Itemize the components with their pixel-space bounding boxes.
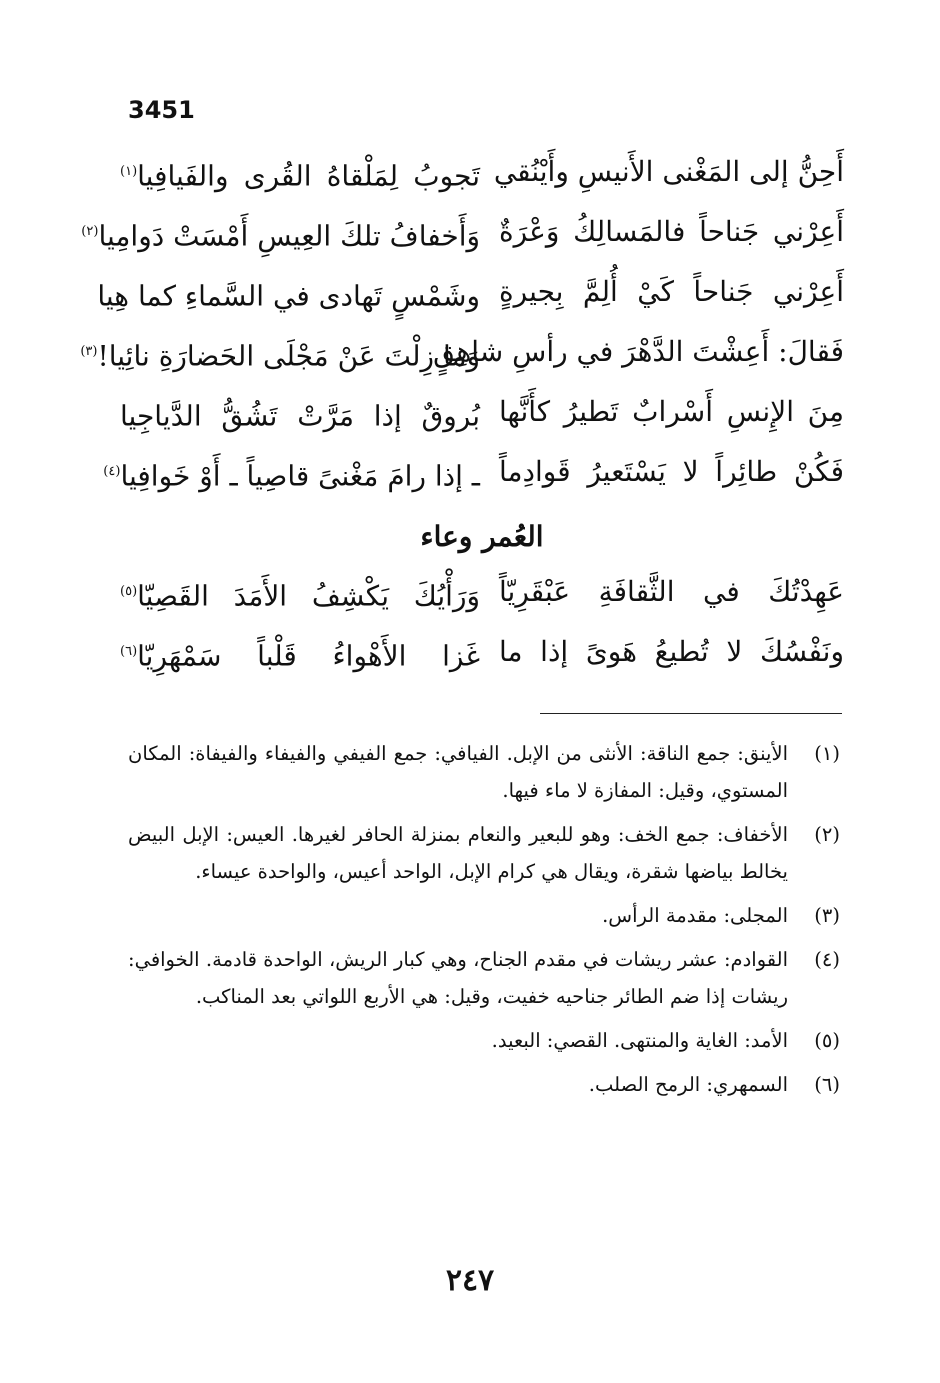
verse-first-hemistich: عَهِدْتُكَ في الثَّقافَةِ عَبْقَرِيّاً: [499, 575, 844, 608]
verse-second-text: وَما زِلْتَ عَنْ مَجْلَى الحَضارَةِ نائِيا!: [97, 339, 480, 373]
verse-first-hemistich: فَقالَ: أَعِشْتَ الدَّهْرَ في رأسِ شاهِقٍ: [433, 335, 844, 368]
verse-second-hemistich: [120, 392, 480, 436]
footnote-text: الأينق: جمع الناقة: الأنثى من الإبل. الفيافي: جمع الفيفي والفيفاء والفيفاة: المكان المستوي، وقيل: المفازة لا ماء فيها.: [128, 742, 788, 802]
verse-row: [97, 272, 844, 332]
footnote-text: القوادم: عشر ريشات في مقدم الجناح، وهي كبار الريش، الواحدة قادمة. الخوافي: ريشات إذا ضم الطائر جناحيه خفيت، وقيل: هي الأربع اللواتي بعد المناكب.: [128, 948, 788, 1008]
verse-first-hemistich: أَعِرْني جَناحاً كَيْ أُلِمَّ بِجيرةٍ: [499, 275, 844, 308]
footnote: [128, 1066, 840, 1103]
footnote-text: الأمد: الغاية والمنتهى. القصي: البعيد.: [491, 1029, 788, 1052]
verse-row: [103, 452, 844, 512]
verse-second-hemistich: [80, 332, 480, 376]
footnote-marker: (٦): [120, 644, 138, 659]
verse-row: [120, 152, 844, 212]
verse-second-text: غَزا الأَهْواءُ قَلْباً سَمْهَرِيّا: [137, 639, 480, 673]
verse-first-hemistich: فَكُنْ طائِراً لا يَسْتَعيرُ قَوادِماً: [499, 455, 844, 488]
verse-second-text: وشَمْسٍ تَهادى في السَّماءِ كما هِيا: [97, 279, 480, 313]
footnote-text: السمهري: الرمح الصلب.: [588, 1073, 788, 1096]
verse-row: [120, 392, 844, 452]
footnotes: [128, 735, 840, 1110]
footnote: [128, 816, 840, 890]
verse-second-hemistich: [120, 152, 480, 196]
verse-second-text: بُروقٌ إذا مَرَّتْ تَشُقُّ الدَّياجِيا: [120, 399, 480, 433]
verse-row: [120, 632, 844, 692]
verse-second-text: وَرَأْيُكَ يَكْشِفُ الأَمَدَ القَصِيّا: [137, 579, 480, 613]
verse-second-hemistich: [81, 212, 480, 256]
footnote-number: (٦): [814, 1073, 840, 1096]
verse-first-hemistich: مِنَ الإِنسِ أَسْرابٌ تَطيرُ كأَنَّها: [499, 395, 844, 428]
footnote-marker: (٥): [120, 584, 138, 599]
footnote-number: (٤): [814, 948, 840, 971]
verse-row: [120, 572, 844, 632]
verse-first-hemistich: أَعِرْني جَناحاً فالمَسالِكُ وَعْرَةٌ: [499, 215, 844, 248]
verse-row: [80, 332, 844, 392]
verse-second-text: ـ إذا رامَ مَغْنىً قاصِياً ـ أَوْ خَوافِيا: [120, 459, 480, 493]
footnote: [128, 735, 840, 809]
verse-first-hemistich: ونَفْسُكَ لا تُطيعُ هَوىً إذا ما: [499, 635, 844, 668]
verse-second-hemistich: [120, 572, 480, 616]
footnote-number: (١): [814, 742, 840, 765]
verse-second-text: تَجوبُ لِمَلْقاهُ القُرى والفَيافِيا: [137, 159, 480, 193]
poem-verses-second: [120, 572, 844, 692]
footnote-number: (٢): [814, 823, 840, 846]
footnote: [128, 1022, 840, 1059]
footnote-number: (٣): [814, 904, 840, 927]
page-id: 3451: [128, 96, 195, 124]
footnote-marker: (٢): [81, 224, 99, 239]
section-title: العُمر وعاء: [420, 520, 544, 553]
footnote-marker: (٤): [103, 464, 121, 479]
footnote: [128, 941, 840, 1015]
verse-row: [81, 212, 844, 272]
footnote-marker: (٣): [80, 344, 98, 359]
verse-second-text: وَأَخفافُ تلكَ العِيسِ أَمْسَتْ دَوامِيا: [98, 219, 480, 253]
page-number: ٢٤٧: [445, 1263, 495, 1298]
verse-second-hemistich: [97, 272, 480, 316]
poem-verses: [80, 152, 844, 512]
verse-second-hemistich: [103, 452, 480, 496]
footnote: [128, 897, 840, 934]
footnote-divider: [540, 713, 842, 714]
footnote-marker: (١): [120, 164, 138, 179]
footnote-text: المجلى: مقدمة الرأس.: [602, 904, 788, 927]
footnote-text: الأخفاف: جمع الخف: وهو للبعير والنعام بمنزلة الحافر لغيرها. العيس: الإبل البيض يخالط بياضها شقرة، ويقال هي كرام الإبل، الواحد أعيس، والواحدة عيساء.: [128, 823, 788, 883]
verse-second-hemistich: [120, 632, 480, 676]
verse-first-hemistich: أَحِنُّ إلى المَغْنى الأَنيسِ وأَيْنُقي: [493, 155, 844, 188]
footnote-number: (٥): [814, 1029, 840, 1052]
